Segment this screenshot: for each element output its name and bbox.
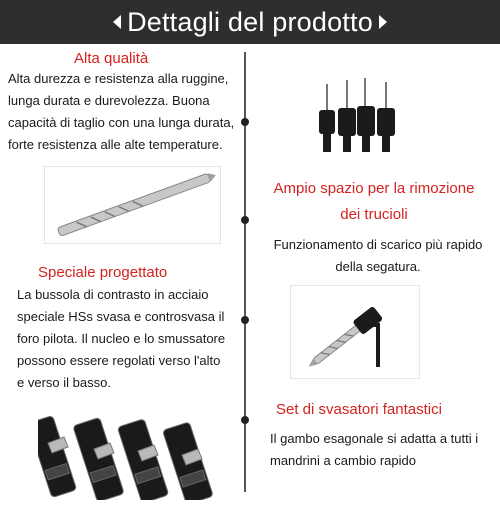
text-line: Alta durezza e resistenza alla ruggine,: [8, 71, 229, 86]
text-line: Il gambo esagonale si adatta a tutti i: [270, 431, 479, 446]
section-title-set-svasatori: Set di svasatori fantastici: [276, 401, 442, 418]
text-line: La bussola di contrasto in acciaio: [17, 287, 209, 302]
text-line: foro pilota. Il nucleo e lo smussatore: [17, 331, 226, 346]
timeline-dot: [241, 216, 249, 224]
text-line: capacità di taglio con una lunga durata,: [8, 115, 235, 130]
section-title-alta-qualita: Alta qualità: [74, 50, 149, 67]
text-line: speciale HSs svasa e controsvasa il: [17, 309, 225, 324]
countersink-with-key-image: [290, 285, 420, 379]
timeline-dot: [241, 416, 249, 424]
right-triangle-icon: [379, 15, 387, 29]
drill-bit-image: [44, 166, 221, 244]
timeline-dot: [241, 118, 249, 126]
title-line: Ampio spazio per la rimozione: [273, 180, 475, 197]
section-title-rimozione-trucioli: [258, 176, 490, 228]
countersink-set-image: [291, 70, 416, 152]
title-line: dei trucioli: [340, 206, 408, 223]
text-line: lunga durata e durevolezza. Buona: [8, 93, 210, 108]
section-title-speciale-progettato: Speciale progettato: [38, 264, 168, 281]
section-text-rimozione-trucioli: [258, 234, 498, 278]
section-text-speciale-progettato: [17, 284, 242, 394]
timeline-dot: [241, 316, 249, 324]
text-line: della segatura.: [335, 259, 421, 274]
text-line: mandrini a cambio rapido: [270, 453, 416, 468]
hex-shank-image: [38, 403, 230, 500]
text-line: forte resistenza alle alte temperature.: [8, 137, 223, 152]
section-text-set-svasatori: [270, 428, 498, 472]
text-line: Funzionamento di scarico più rapido: [273, 237, 483, 252]
page-header: [0, 0, 500, 44]
text-line: e verso il basso.: [17, 375, 111, 390]
page-title: Dettagli del prodotto: [127, 6, 373, 37]
text-line: possono essere regolati verso l'alto: [17, 353, 221, 368]
section-text-alta-qualita: [8, 68, 240, 156]
left-triangle-icon: [113, 15, 121, 29]
